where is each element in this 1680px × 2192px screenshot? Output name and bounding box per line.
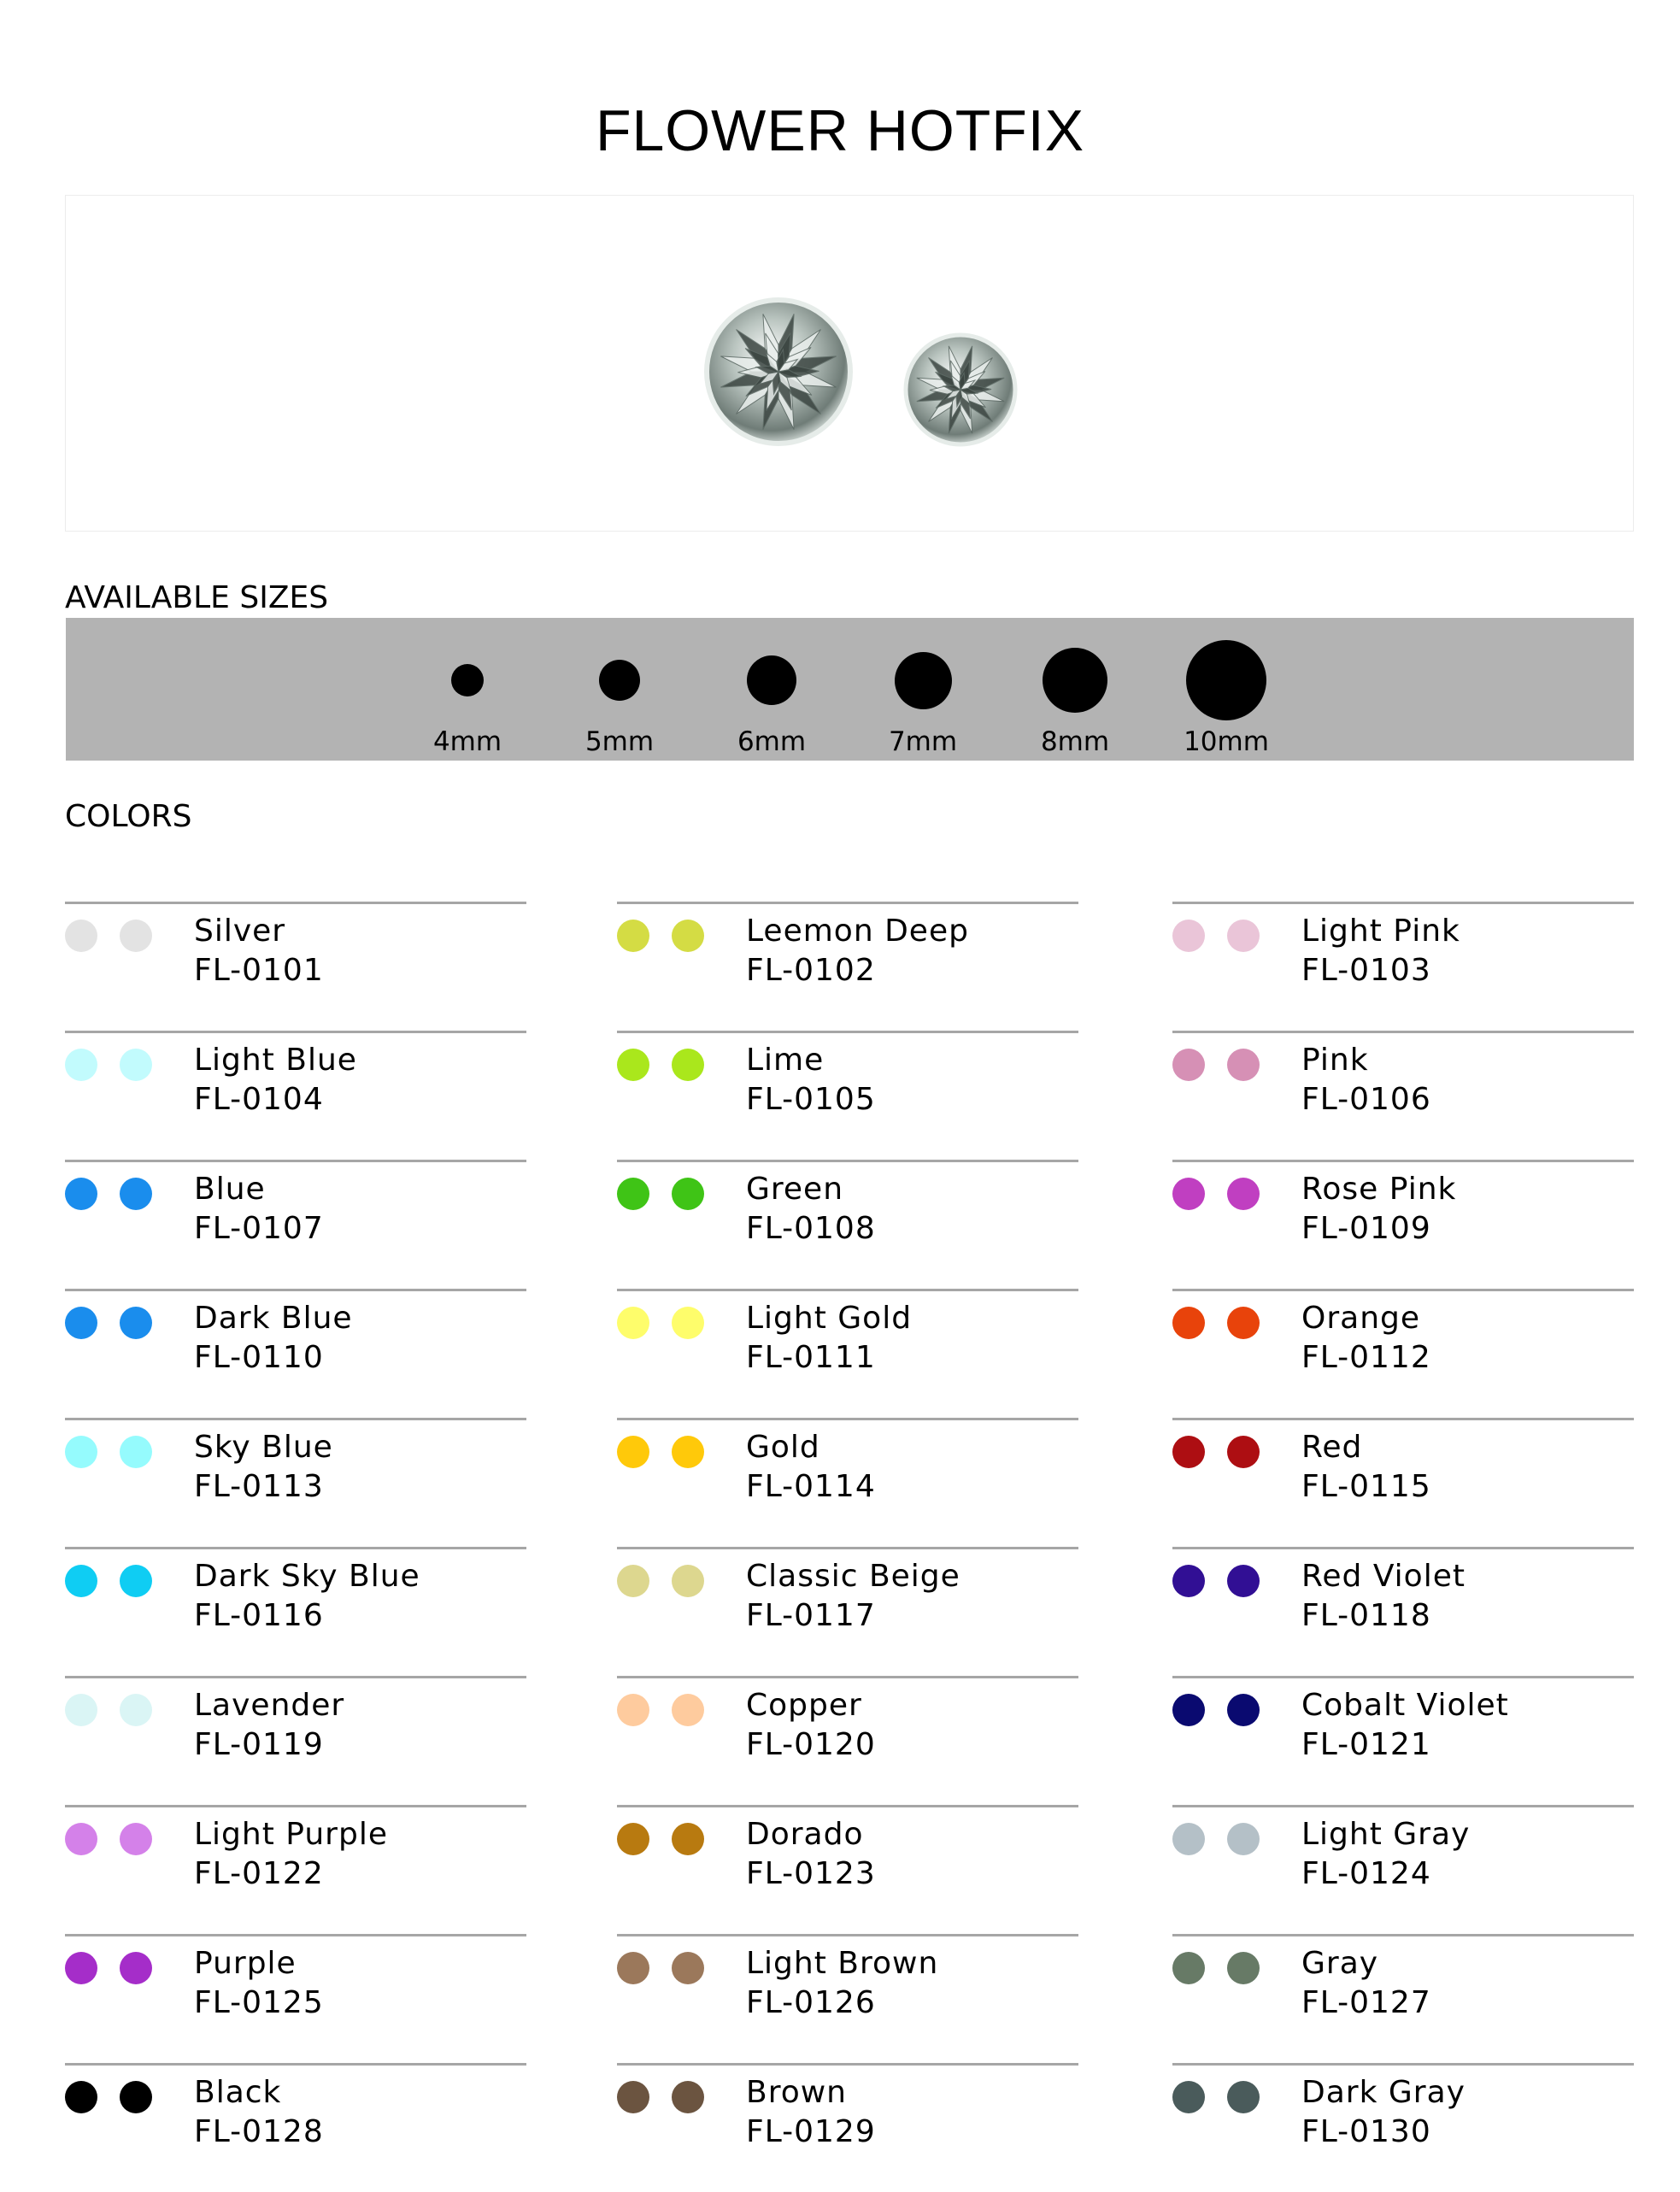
- divider: [617, 1547, 1078, 1549]
- color-swatch: [1227, 1823, 1260, 1855]
- color-name: Copper: [746, 1688, 862, 1723]
- color-item: [1172, 1676, 1634, 1805]
- color-code: FL-0114: [746, 1469, 876, 1504]
- color-swatch: [65, 1823, 97, 1855]
- color-code: FL-0125: [194, 1985, 324, 2020]
- color-swatch: [120, 1694, 152, 1726]
- divider: [617, 2063, 1078, 2066]
- divider: [617, 1031, 1078, 1033]
- color-name: Cobalt Violet: [1301, 1688, 1509, 1723]
- color-code: FL-0101: [194, 953, 324, 988]
- size-label: 8mm: [1040, 726, 1110, 757]
- divider: [65, 1934, 526, 1936]
- color-name: Gray: [1301, 1946, 1379, 1981]
- divider: [617, 1160, 1078, 1162]
- color-swatch: [617, 1307, 649, 1339]
- color-item: [65, 1547, 526, 1676]
- color-swatch: [65, 1178, 97, 1210]
- color-name: Black: [194, 2075, 282, 2110]
- color-swatch: [672, 1178, 704, 1210]
- color-swatch: [65, 1307, 97, 1339]
- color-code: FL-0106: [1301, 1082, 1431, 1117]
- divider: [65, 1805, 526, 1807]
- color-code: FL-0119: [194, 1727, 324, 1762]
- color-name: Dark Blue: [194, 1301, 353, 1336]
- color-swatch: [65, 2081, 97, 2113]
- color-item: [1172, 1805, 1634, 1934]
- color-item: [617, 1676, 1078, 1805]
- sizes-band: [66, 618, 1634, 761]
- divider: [1172, 1418, 1634, 1420]
- color-item: [617, 1934, 1078, 2063]
- color-swatch: [65, 1952, 97, 1984]
- color-swatch: [1227, 1436, 1260, 1468]
- divider: [65, 1031, 526, 1033]
- divider: [1172, 1289, 1634, 1291]
- color-swatch: [672, 1565, 704, 1597]
- color-code: FL-0121: [1301, 1727, 1431, 1762]
- color-swatch: [672, 1694, 704, 1726]
- divider: [617, 1934, 1078, 1936]
- divider: [1172, 902, 1634, 904]
- divider: [617, 1676, 1078, 1678]
- color-item: [617, 1805, 1078, 1934]
- color-item: [1172, 1160, 1634, 1289]
- divider: [65, 1676, 526, 1678]
- color-code: FL-0103: [1301, 953, 1431, 988]
- divider: [1172, 1676, 1634, 1678]
- color-swatch: [1172, 1178, 1205, 1210]
- divider: [617, 1289, 1078, 1291]
- color-code: FL-0127: [1301, 1985, 1431, 2020]
- color-item: [65, 1805, 526, 1934]
- color-name: Dark Sky Blue: [194, 1559, 420, 1594]
- color-swatch: [120, 1565, 152, 1597]
- color-code: FL-0102: [746, 953, 876, 988]
- divider: [1172, 1031, 1634, 1033]
- divider: [617, 1805, 1078, 1807]
- divider: [1172, 1805, 1634, 1807]
- divider: [65, 1418, 526, 1420]
- color-item: [617, 1547, 1078, 1676]
- color-item: [1172, 1031, 1634, 1160]
- color-name: Purple: [194, 1946, 297, 1981]
- size-dot-8mm: [1043, 648, 1107, 713]
- size-dot-4mm: [451, 664, 484, 696]
- color-swatch: [65, 1436, 97, 1468]
- color-swatch: [617, 1952, 649, 1984]
- color-name: Blue: [194, 1172, 266, 1207]
- color-name: Lime: [746, 1043, 825, 1078]
- available-sizes-heading: AVAILABLE SIZES: [65, 580, 329, 615]
- page-title: FLOWER HOTFIX: [595, 98, 1085, 163]
- color-name: Brown: [746, 2075, 847, 2110]
- color-swatch: [1227, 1049, 1260, 1081]
- color-item: [617, 1031, 1078, 1160]
- color-code: FL-0113: [194, 1469, 324, 1504]
- color-swatch: [617, 1178, 649, 1210]
- color-item: [65, 1934, 526, 2063]
- color-name: Sky Blue: [194, 1430, 333, 1465]
- color-item: [617, 1418, 1078, 1547]
- color-swatch: [1172, 1694, 1205, 1726]
- color-item: [1172, 1289, 1634, 1418]
- color-swatch: [672, 1307, 704, 1339]
- color-name: Light Gold: [746, 1301, 913, 1336]
- color-swatch: [120, 920, 152, 952]
- size-dot-6mm: [747, 655, 796, 705]
- color-swatch: [672, 920, 704, 952]
- color-swatch: [672, 1823, 704, 1855]
- color-swatch: [120, 2081, 152, 2113]
- color-item: [65, 1031, 526, 1160]
- size-dot-7mm: [895, 652, 952, 709]
- color-code: FL-0126: [746, 1985, 876, 2020]
- size-label: 6mm: [737, 726, 807, 757]
- color-swatch: [1172, 1436, 1205, 1468]
- color-swatch: [1172, 1823, 1205, 1855]
- divider: [65, 902, 526, 904]
- color-swatch: [617, 1436, 649, 1468]
- color-name: Gold: [746, 1430, 820, 1465]
- color-swatch: [65, 1694, 97, 1726]
- divider: [1172, 1934, 1634, 1936]
- divider: [65, 1160, 526, 1162]
- color-code: FL-0123: [746, 1856, 876, 1891]
- size-dot-10mm: [1186, 640, 1266, 720]
- color-name: Light Purple: [194, 1817, 388, 1852]
- color-item: [1172, 2063, 1634, 2192]
- color-name: Light Blue: [194, 1043, 357, 1078]
- color-swatch: [65, 1565, 97, 1597]
- color-item: [65, 2063, 526, 2192]
- color-code: FL-0118: [1301, 1598, 1431, 1633]
- color-swatch: [617, 1694, 649, 1726]
- color-swatch: [672, 1952, 704, 1984]
- color-swatch: [120, 1436, 152, 1468]
- color-item: [65, 1289, 526, 1418]
- color-swatch: [120, 1178, 152, 1210]
- color-code: FL-0108: [746, 1211, 876, 1246]
- color-name: Dark Gray: [1301, 2075, 1466, 2110]
- color-code: FL-0122: [194, 1856, 324, 1891]
- color-swatch: [617, 1823, 649, 1855]
- color-code: FL-0107: [194, 1211, 324, 1246]
- color-item: [617, 1160, 1078, 1289]
- color-code: FL-0109: [1301, 1211, 1431, 1246]
- color-item: [1172, 902, 1634, 1031]
- color-code: FL-0112: [1301, 1340, 1431, 1375]
- color-code: FL-0129: [746, 2114, 876, 2149]
- color-item: [617, 902, 1078, 1031]
- divider: [65, 2063, 526, 2066]
- color-code: FL-0120: [746, 1727, 876, 1762]
- color-name: Pink: [1301, 1043, 1369, 1078]
- color-swatch: [1227, 1694, 1260, 1726]
- color-swatch: [1172, 1049, 1205, 1081]
- colors-heading: COLORS: [65, 799, 192, 834]
- divider: [1172, 2063, 1634, 2066]
- color-item: [65, 1160, 526, 1289]
- size-label: 10mm: [1184, 726, 1269, 757]
- color-item: [1172, 1418, 1634, 1547]
- color-item: [617, 2063, 1078, 2192]
- size-label: 5mm: [584, 726, 655, 757]
- color-swatch: [1227, 1952, 1260, 1984]
- color-name: Lavender: [194, 1688, 345, 1723]
- color-swatch: [1172, 1565, 1205, 1597]
- color-swatch: [672, 1436, 704, 1468]
- divider: [1172, 1547, 1634, 1549]
- size-label: 4mm: [432, 726, 502, 757]
- divider: [65, 1547, 526, 1549]
- color-name: Light Gray: [1301, 1817, 1471, 1852]
- color-swatch: [120, 1049, 152, 1081]
- color-name: Light Brown: [746, 1946, 939, 1981]
- divider: [617, 1418, 1078, 1420]
- color-name: Red: [1301, 1430, 1363, 1465]
- color-swatch: [120, 1952, 152, 1984]
- color-swatch: [1172, 1952, 1205, 1984]
- color-item: [617, 1289, 1078, 1418]
- color-code: FL-0105: [746, 1082, 876, 1117]
- color-swatch: [65, 1049, 97, 1081]
- size-dot-5mm: [599, 660, 640, 701]
- color-swatch: [65, 920, 97, 952]
- divider: [65, 1289, 526, 1291]
- color-code: FL-0128: [194, 2114, 324, 2149]
- color-swatch: [1172, 1307, 1205, 1339]
- color-name: Green: [746, 1172, 844, 1207]
- color-swatch: [617, 920, 649, 952]
- divider: [1172, 1160, 1634, 1162]
- color-name: Dorado: [746, 1817, 864, 1852]
- color-swatch: [1227, 1565, 1260, 1597]
- color-swatch: [672, 2081, 704, 2113]
- product-image-panel: [65, 195, 1634, 532]
- color-swatch: [1227, 1307, 1260, 1339]
- color-code: FL-0130: [1301, 2114, 1431, 2149]
- divider: [617, 902, 1078, 904]
- color-name: Rose Pink: [1301, 1172, 1457, 1207]
- color-swatch: [1227, 1178, 1260, 1210]
- color-name: Leemon Deep: [746, 914, 969, 949]
- color-swatch: [1172, 2081, 1205, 2113]
- color-name: Classic Beige: [746, 1559, 960, 1594]
- color-item: [65, 902, 526, 1031]
- color-swatch: [120, 1307, 152, 1339]
- color-swatch: [1172, 920, 1205, 952]
- color-code: FL-0104: [194, 1082, 324, 1117]
- color-swatch: [672, 1049, 704, 1081]
- color-name: Silver: [194, 914, 286, 949]
- color-item: [1172, 1547, 1634, 1676]
- color-swatch: [617, 2081, 649, 2113]
- color-code: FL-0115: [1301, 1469, 1431, 1504]
- color-item: [1172, 1934, 1634, 2063]
- color-code: FL-0117: [746, 1598, 876, 1633]
- color-code: FL-0111: [746, 1340, 876, 1375]
- color-code: FL-0124: [1301, 1856, 1431, 1891]
- color-swatch: [617, 1565, 649, 1597]
- color-name: Light Pink: [1301, 914, 1460, 949]
- flower-gem-large-image: [702, 296, 855, 448]
- color-item: [65, 1676, 526, 1805]
- size-label: 7mm: [888, 726, 958, 757]
- color-code: FL-0116: [194, 1598, 324, 1633]
- color-item: [65, 1418, 526, 1547]
- color-name: Orange: [1301, 1301, 1421, 1336]
- color-swatch: [617, 1049, 649, 1081]
- color-swatch: [1227, 2081, 1260, 2113]
- flower-gem-small-image: [902, 332, 1019, 448]
- color-swatch: [1227, 920, 1260, 952]
- color-swatch: [120, 1823, 152, 1855]
- color-code: FL-0110: [194, 1340, 324, 1375]
- color-name: Red Violet: [1301, 1559, 1466, 1594]
